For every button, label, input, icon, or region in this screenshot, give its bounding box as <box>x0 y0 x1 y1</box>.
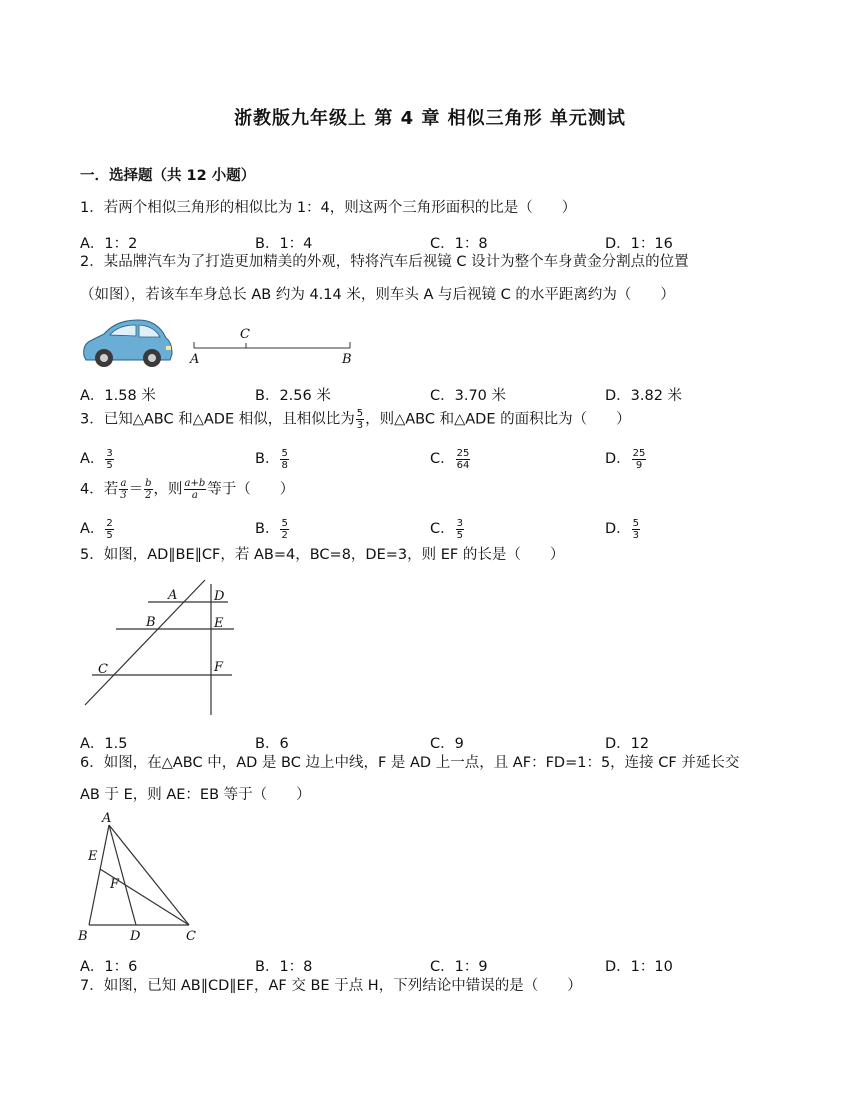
q3-text-pre: 3．已知△ABC 和△ADE 相似，且相似比为 <box>80 411 355 428</box>
q4-option-c-den: 5 <box>456 529 463 541</box>
q4-text-mid: ，则 <box>153 481 183 498</box>
q3-option-c-den: 64 <box>456 459 470 471</box>
q3-option-c-num: 25 <box>456 447 470 459</box>
q5-option-a: A．1.5 <box>80 736 128 752</box>
question-7-text: 7．如图，已知 AB∥CD∥EF，AF 交 BE 于点 H，下列结论中错误的是（ ） <box>80 978 582 994</box>
parallel-lines-figure <box>80 578 240 718</box>
triangle-figure <box>76 812 206 947</box>
q4-equals: ＝ <box>128 481 144 498</box>
q3-option-c-fraction <box>456 448 471 471</box>
question-1-options <box>80 232 780 252</box>
q1-option-a: A．1：2 <box>80 236 138 252</box>
question-6-options <box>80 955 780 975</box>
q3-ratio-den: 3 <box>356 420 364 431</box>
q4-f1-num: a <box>120 478 127 489</box>
q4-option-b-num: 5 <box>281 517 288 529</box>
q2-label-a: A <box>190 352 200 367</box>
car-figure <box>80 316 360 372</box>
q4-option-c-label: C． <box>430 521 455 537</box>
page-title: 浙教版九年级上 第 4 章 相似三角形 单元测试 <box>234 108 626 129</box>
q4-option-c-fraction <box>456 518 464 541</box>
q4-f3-num: a+b <box>184 478 206 489</box>
q3-option-a-num: 3 <box>106 447 113 459</box>
q3-option-c <box>430 447 471 471</box>
q4-option-b-fraction <box>280 518 288 541</box>
q4-option-a-fraction <box>105 518 113 541</box>
q5-label-e: E <box>214 616 224 631</box>
q4-option-d-den: 3 <box>632 529 640 541</box>
q6-option-b: B．1：8 <box>255 959 313 975</box>
question-3-options <box>80 447 780 471</box>
q5-label-d: D <box>214 589 225 604</box>
q3-ratio-fraction <box>356 408 364 431</box>
q3-text-post: ，则△ABC 和△ADE 的面积比为（ ） <box>365 411 631 428</box>
q1-option-c: C．1：8 <box>430 236 488 252</box>
q2-option-c: C．3.70 米 <box>430 388 507 404</box>
q6-option-c: C．1：9 <box>430 959 488 975</box>
q4-fraction-3 <box>184 478 207 501</box>
q4-option-d-label: D． <box>605 521 631 537</box>
q1-option-b: B．1：4 <box>255 236 313 252</box>
q3-option-a-fraction <box>105 448 113 471</box>
q3-option-c-label: C． <box>430 451 455 467</box>
q6-label-b: B <box>78 929 88 944</box>
q6-label-e: E <box>88 849 98 864</box>
q5-option-c: C．9 <box>430 736 464 752</box>
q4-option-d-num: 5 <box>632 517 640 529</box>
q4-option-c-num: 3 <box>456 517 463 529</box>
question-6-line-2: AB 于 E，则 AE：EB 等于（ ） <box>80 787 311 803</box>
q3-option-b-den: 8 <box>281 459 288 471</box>
q5-label-f: F <box>214 660 224 675</box>
q3-option-b <box>255 447 290 471</box>
q6-label-d: D <box>130 929 141 944</box>
question-2-line-1: 2．某品牌汽车为了打造更加精美的外观，特将汽车后视镜 C 设计为整个车身黄金分割点的位置 <box>80 254 689 270</box>
q5-option-d: D．12 <box>605 736 650 752</box>
q3-option-b-label: B． <box>255 451 280 467</box>
question-4-text <box>80 478 294 501</box>
question-2-line-2: （如图），若该车车身总长 AB 约为 4.14 米，则车头 A 与后视镜 C 的水平距离约为（ ） <box>80 287 675 303</box>
q4-text-pre: 4．若 <box>80 481 119 498</box>
q2-option-b: B．2.56 米 <box>255 388 331 404</box>
q4-option-b <box>255 517 290 541</box>
section-heading: 一．选择题（共 12 小题） <box>80 168 256 184</box>
q4-option-a-den: 5 <box>106 529 113 541</box>
question-3-text <box>80 408 631 431</box>
q5-option-b: B．6 <box>255 736 289 752</box>
q5-label-a: A <box>168 588 178 603</box>
q5-label-c: C <box>98 662 108 677</box>
question-6-line-1: 6．如图，在△ABC 中，AD 是 BC 边上中线，F 是 AD 上一点，且 AF：FD=1：5，连接 CF 并延长交 <box>80 755 740 771</box>
q4-option-b-den: 2 <box>281 529 288 541</box>
q3-option-d-den: 9 <box>635 459 643 471</box>
q4-fraction-1 <box>119 478 127 501</box>
question-5-options <box>80 732 780 752</box>
q4-option-c <box>430 517 465 541</box>
q4-f2-num: b <box>145 478 152 489</box>
q4-f1-den: 3 <box>120 490 127 501</box>
car-icon <box>84 320 172 367</box>
q4-f2-den: 2 <box>145 490 152 501</box>
q4-text-post: 等于（ ） <box>207 481 295 498</box>
q3-option-b-fraction <box>280 448 288 471</box>
question-5-text: 5．如图，AD∥BE∥CF，若 AB=4，BC=8，DE=3，则 EF 的长是（ ） <box>80 547 565 563</box>
q4-f3-den: a <box>191 490 198 501</box>
q6-label-a: A <box>102 811 112 826</box>
q4-fraction-2 <box>144 478 152 501</box>
q4-option-a-num: 2 <box>106 517 113 529</box>
q4-option-d-fraction <box>632 518 640 541</box>
q3-option-a <box>80 447 115 471</box>
q5-label-b: B <box>146 615 156 630</box>
q4-option-a <box>80 517 115 541</box>
q2-label-b: B <box>342 352 352 367</box>
q1-option-d: D．1：16 <box>605 236 673 252</box>
q3-ratio-num: 5 <box>356 408 364 419</box>
question-1-text: 1．若两个相似三角形的相似比为 1：4，则这两个三角形面积的比是（ ） <box>80 200 577 216</box>
q6-label-f: F <box>110 877 120 892</box>
q4-option-b-label: B． <box>255 521 280 537</box>
question-4-options <box>80 517 780 541</box>
q6-option-a: A．1：6 <box>80 959 138 975</box>
q4-option-a-label: A． <box>80 521 105 537</box>
question-2-options <box>80 384 780 404</box>
q3-option-d-label: D． <box>605 451 631 467</box>
q3-option-b-num: 5 <box>281 447 288 459</box>
q2-option-d: D．3.82 米 <box>605 388 683 404</box>
q3-option-a-label: A． <box>80 451 105 467</box>
q2-label-c: C <box>240 327 250 342</box>
q4-option-d <box>605 517 641 541</box>
q3-option-d-num: 25 <box>632 447 646 459</box>
q6-option-d: D．1：10 <box>605 959 673 975</box>
q6-label-c: C <box>186 929 196 944</box>
q2-option-a: A．1.58 米 <box>80 388 156 404</box>
q3-option-d <box>605 447 647 471</box>
q3-option-a-den: 5 <box>106 459 113 471</box>
q3-option-d-fraction <box>632 448 647 471</box>
